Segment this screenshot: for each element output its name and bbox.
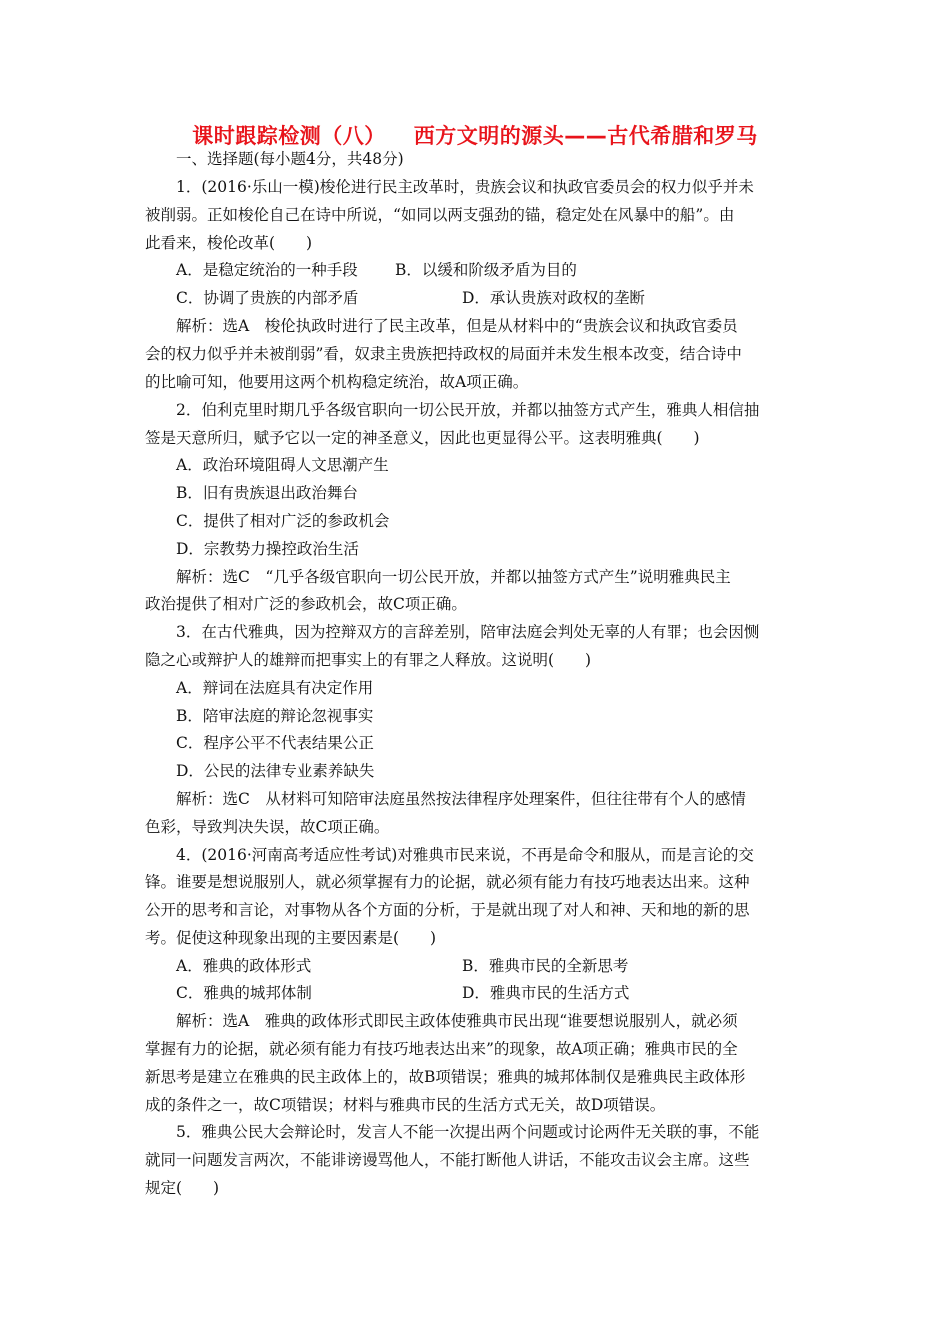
q1-stem-line-1: 1．(2016·乐山一模)梭伦进行民主改革时，贵族会议和执政官委员会的权力似乎并未	[176, 178, 754, 196]
q3-option-b: B．陪审法庭的辩论忽视事实	[176, 707, 374, 725]
q1-option-c: C．协调了贵族的内部矛盾	[176, 289, 359, 307]
q4-option-a: A．雅典的政体形式	[176, 957, 312, 975]
q2-stem-line-2: 签是天意所归，赋予它以一定的神圣意义，因此也更显得公平。这表明雅典( )	[145, 429, 700, 447]
q3-option-a: A．辩词在法庭具有决定作用	[176, 679, 374, 697]
q1-option-b: B．以缓和阶级矛盾为目的	[395, 261, 577, 279]
q2-analysis-line-2: 政治提供了相对广泛的参政机会，故C项正确。	[145, 595, 467, 613]
q5-stem-line-2: 就同一问题发言两次，不能诽谤谩骂他人，不能打断他人讲话，不能攻击议会主席。这些	[145, 1151, 750, 1169]
q4-option-d: D．雅典市民的生活方式	[462, 984, 630, 1002]
q5-stem-line-1: 5．雅典公民大会辩论时，发言人不能一次提出两个问题或讨论两件无关联的事，不能	[176, 1123, 760, 1141]
section-heading: 一、选择题(每小题4分，共48分)	[176, 150, 404, 168]
q3-stem-line-1: 3．在古代雅典，因为控辩双方的言辞差别，陪审法庭会判处无辜的人有罪；也会因恻	[176, 623, 760, 641]
q4-stem-line-2: 锋。谁要是想说服别人，就必须掌握有力的论据，就必须有能力有技巧地表达出来。这种	[145, 873, 750, 891]
q1-option-a: A．是稳定统治的一种手段	[176, 261, 358, 279]
q4-option-b: B．雅典市民的全新思考	[462, 957, 629, 975]
q1-stem-line-2: 被削弱。正如梭伦自己在诗中所说，“如同以两支强劲的锚，稳定处在风暴中的船”。由	[145, 206, 735, 224]
q3-analysis-line-2: 色彩，导致判决失误，故C项正确。	[145, 818, 390, 836]
q2-option-b: B．旧有贵族退出政治舞台	[176, 484, 358, 502]
title-part-2: 西方文明的源头——古代希腊和罗马	[413, 124, 758, 148]
q4-stem-line-4: 考。促使这种现象出现的主要因素是( )	[145, 929, 437, 947]
q1-analysis-line-1: 解析：选A 梭伦执政时进行了民主改革，但是从材料中的“贵族会议和执政官委员	[176, 317, 738, 335]
q2-analysis-line-1: 解析：选C “几乎各级官职向一切公民开放，并都以抽签方式产生”说明雅典民主	[176, 568, 731, 586]
q2-stem-line-1: 2．伯利克里时期几乎各级官职向一切公民开放，并都以抽签方式产生，雅典人相信抽	[176, 401, 760, 419]
q3-analysis-line-1: 解析：选C 从材料可知陪审法庭虽然按法律程序处理案件，但往往带有个人的感情	[176, 790, 746, 808]
q3-option-d: D．公民的法律专业素养缺失	[176, 762, 375, 780]
q1-option-d: D．承认贵族对政权的垄断	[462, 289, 645, 307]
q3-option-c: C．程序公平不代表结果公正	[176, 734, 374, 752]
q4-stem-line-3: 公开的思考和言论，对事物从各个方面的分析，于是就出现了对人和神、天和地的新的思	[145, 901, 750, 919]
q5-stem-line-3: 规定( )	[145, 1179, 220, 1197]
q3-stem-line-2: 隐之心或辩护人的雄辩而把事实上的有罪之人释放。这说明( )	[145, 651, 592, 669]
q2-option-c: C．提供了相对广泛的参政机会	[176, 512, 390, 530]
q4-analysis-line-2: 掌握有力的论据，就必须有能力有技巧地表达出来”的现象，故A项正确；雅典市民的全	[145, 1040, 738, 1058]
q4-stem-line-1: 4．(2016·河南高考适应性考试)对雅典市民来说，不再是命令和服从，而是言论的交	[176, 846, 754, 864]
q4-option-c: C．雅典的城邦体制	[176, 984, 312, 1002]
q4-analysis-line-4: 成的条件之一，故C项错误；材料与雅典市民的生活方式无关，故D项错误。	[145, 1096, 666, 1114]
q4-analysis-line-3: 新思考是建立在雅典的民主政体上的，故B项错误；雅典的城邦体制仅是雅典民主政体形	[145, 1068, 746, 1086]
q4-analysis-line-1: 解析：选A 雅典的政体形式即民主政体使雅典市民出现“谁要想说服别人，就必须	[176, 1012, 738, 1030]
q2-option-a: A．政治环境阻碍人文思潮产生	[176, 456, 389, 474]
q2-option-d: D．宗教势力操控政治生活	[176, 540, 359, 558]
q1-stem-line-3: 此看来，梭伦改革( )	[145, 234, 313, 252]
q1-analysis-line-2: 会的权力似乎并未被削弱”看，奴隶主贵族把持政权的局面并未发生根本改变，结合诗中	[145, 345, 742, 363]
title-part-1: 课时跟踪检测（八）	[192, 124, 386, 148]
q1-analysis-line-3: 的比喻可知，他要用这两个机构稳定统治，故A项正确。	[145, 373, 529, 391]
page-title	[0, 120, 950, 150]
